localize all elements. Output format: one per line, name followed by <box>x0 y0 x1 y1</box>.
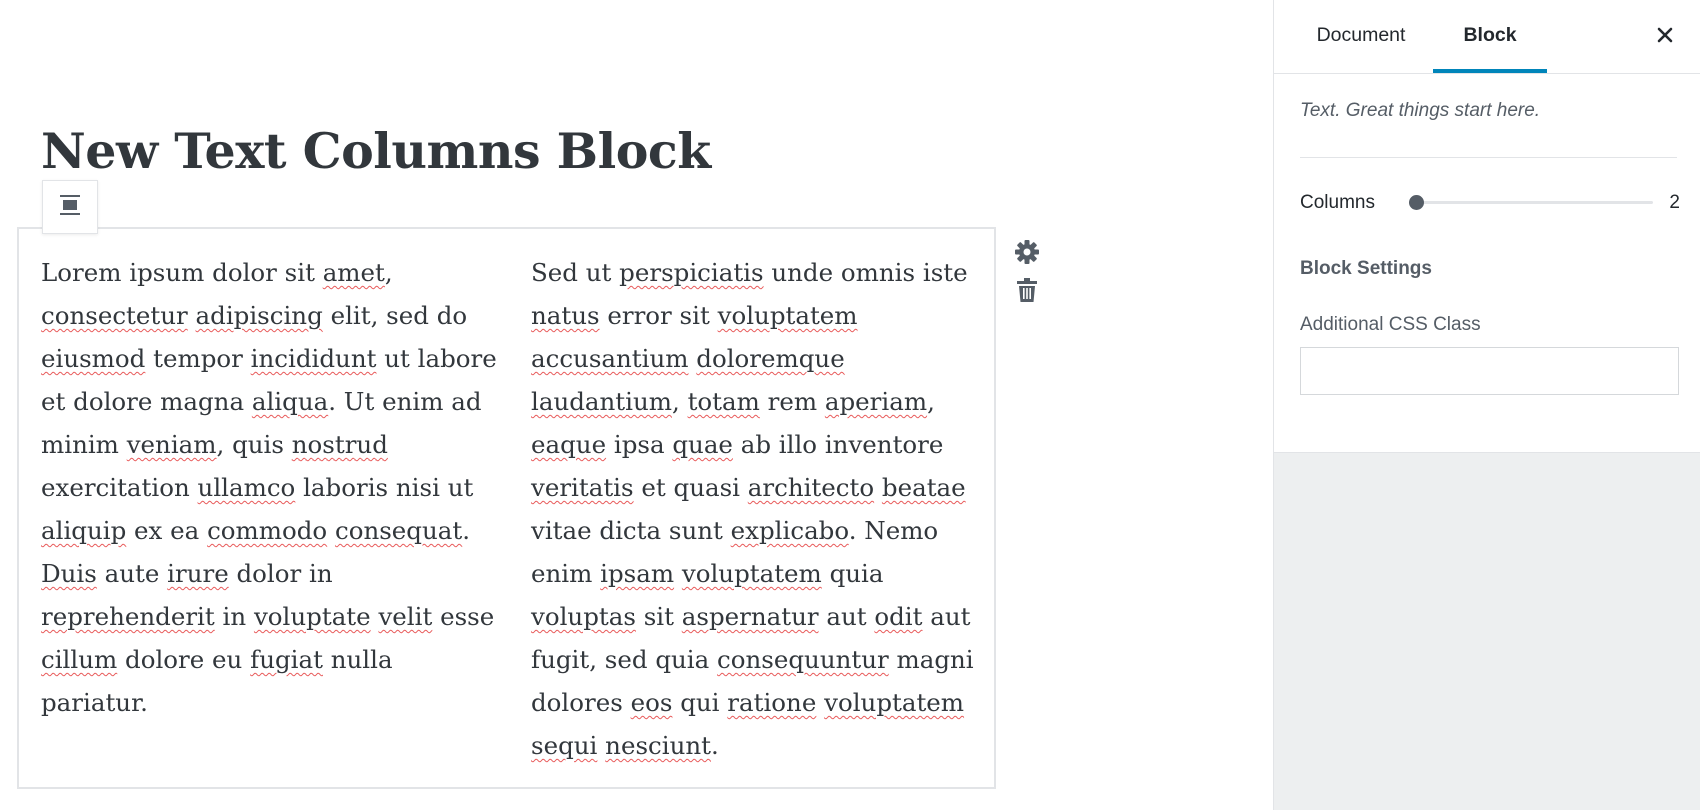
close-sidebar-button[interactable] <box>1650 22 1680 52</box>
tab-document[interactable]: Document <box>1316 24 1406 46</box>
misspelled-word: veniam <box>126 430 217 459</box>
misspelled-word: doloremque <box>696 344 845 373</box>
misspelled-word: velit <box>378 602 433 631</box>
block-settings-heading: Block Settings <box>1300 258 1432 279</box>
misspelled-word: voluptas <box>531 602 636 631</box>
misspelled-word: odit <box>874 602 923 631</box>
misspelled-word: ipsam <box>600 559 675 588</box>
misspelled-word: Duis <box>41 559 97 588</box>
block-inspector-panel <box>1274 0 1700 453</box>
gear-icon <box>1014 239 1040 270</box>
sidebar-tabs <box>1274 0 1700 74</box>
misspelled-word: beatae <box>881 473 966 502</box>
block-type-button[interactable] <box>42 180 98 234</box>
misspelled-word: aliquip <box>41 516 127 545</box>
css-class-label: Additional CSS Class <box>1300 314 1481 335</box>
misspelled-word: commodo <box>207 516 328 545</box>
block-description: Text. Great things start here. <box>1300 100 1541 121</box>
misspelled-word: consequuntur <box>717 645 889 674</box>
misspelled-word: consectetur <box>41 301 188 330</box>
close-icon <box>1657 27 1673 48</box>
misspelled-word: aliqua <box>251 387 329 416</box>
misspelled-word: consequat <box>334 516 463 545</box>
misspelled-word: voluptate <box>253 602 371 631</box>
block-settings-button[interactable] <box>1013 240 1041 268</box>
misspelled-word: explicabo <box>730 516 849 545</box>
divider <box>1300 157 1677 158</box>
settings-sidebar <box>1273 0 1700 810</box>
columns-range-slider[interactable] <box>1409 201 1653 204</box>
misspelled-word: nostrud <box>291 430 388 459</box>
misspelled-word: adipiscing <box>195 301 323 330</box>
post-title[interactable]: New Text Columns Block <box>41 122 711 180</box>
misspelled-word: amet <box>322 258 385 287</box>
misspelled-word: voluptatem <box>717 301 858 330</box>
misspelled-word: veritatis <box>531 473 634 502</box>
misspelled-word: fugiat <box>250 645 323 674</box>
text-columns-block[interactable] <box>17 227 996 789</box>
misspelled-word: incididunt <box>250 344 377 373</box>
misspelled-word: perspiciatis <box>619 258 764 287</box>
misspelled-word: sequi <box>531 731 598 760</box>
misspelled-word: natus <box>531 301 600 330</box>
text-column-1[interactable]: Lorem ipsum dolor sit amet, consectetur adipiscing elit, sed do eiusmod tempor incididunt ut labore et dolore magna aliqua. Ut enim ad minim veniam, quis nostrud exercitation ullamco laboris nisi ut aliquip ex ea commodo consequat. Duis aute irure dolor in reprehenderit in voluptate velit esse cillum dolore eu fugiat nulla pariatur. <box>41 258 497 717</box>
misspelled-word: voluptatem <box>824 688 965 717</box>
columns-label: Columns <box>1300 192 1375 213</box>
trash-icon <box>1016 278 1038 307</box>
columns-value[interactable]: 2 <box>1669 192 1680 213</box>
misspelled-word: ullamco <box>197 473 296 502</box>
text-column-2[interactable]: Sed ut perspiciatis unde omnis iste natus error sit voluptatem accusantium doloremque laudantium, totam rem aperiam, eaque ipsa quae ab illo inventore veritatis et quasi architecto beatae vitae dicta sunt explicabo. Nemo enim ipsam voluptatem quia voluptas sit aspernatur aut odit aut fugit, sed quia consequuntur magni dolores eos qui ratione voluptatem sequi nesciunt. <box>531 258 974 760</box>
misspelled-word: eos <box>630 688 673 717</box>
misspelled-word: eaque <box>531 430 607 459</box>
misspelled-word: quae <box>672 430 733 459</box>
misspelled-word: irure <box>167 559 229 588</box>
misspelled-word: totam <box>687 387 760 416</box>
misspelled-word: laudantium <box>531 387 672 416</box>
misspelled-word: aperiam <box>824 387 928 416</box>
delete-block-button[interactable] <box>1013 278 1041 306</box>
misspelled-word: nesciunt <box>605 731 711 760</box>
misspelled-word: accusantium <box>531 344 689 373</box>
columns-range-thumb[interactable] <box>1409 195 1424 210</box>
misspelled-word: voluptatem <box>681 559 822 588</box>
misspelled-word: eiusmod <box>41 344 146 373</box>
misspelled-word: reprehenderit <box>41 602 215 631</box>
css-class-input[interactable] <box>1300 347 1679 395</box>
misspelled-word: aspernatur <box>681 602 819 631</box>
misspelled-word: architecto <box>747 473 875 502</box>
misspelled-word: cillum <box>41 645 118 674</box>
text-columns-icon <box>59 195 81 220</box>
tab-block[interactable]: Block <box>1433 0 1547 73</box>
misspelled-word: ratione <box>727 688 817 717</box>
